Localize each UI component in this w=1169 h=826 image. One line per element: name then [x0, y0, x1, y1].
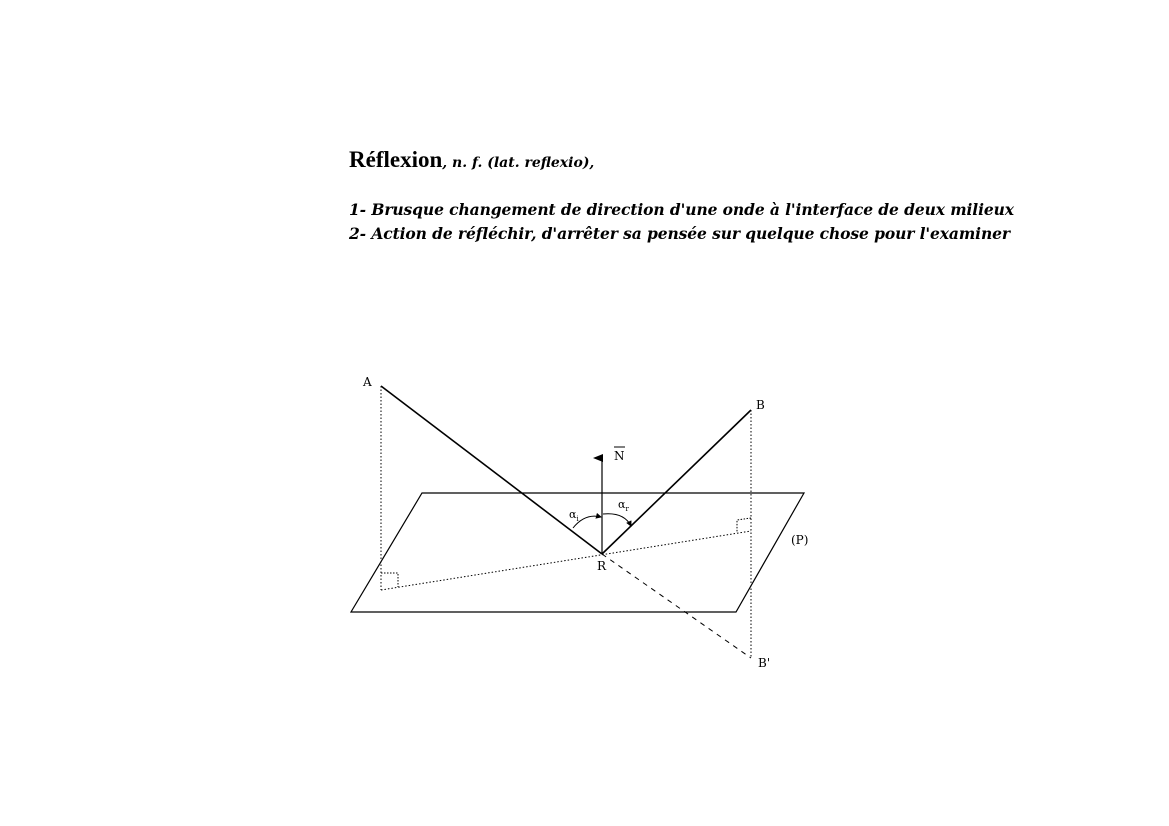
label-alpha-i: $\alpha_i$	[569, 508, 579, 523]
plane-trace-line	[381, 531, 751, 590]
label-n: N	[614, 449, 625, 463]
label-r: R	[597, 559, 607, 573]
definition-1: 1- Brusque changement de direction d'une onde à l'interface de deux milieux	[349, 200, 1014, 219]
entry-word: Réflexion	[349, 147, 443, 172]
plane-p	[351, 493, 804, 612]
incident-ray	[381, 386, 602, 554]
angle-reflection-arc	[603, 514, 631, 526]
right-angle-marker-b	[737, 518, 751, 533]
virtual-ray	[602, 554, 751, 658]
definition-2: 2- Action de réfléchir, d'arrêter sa pensée sur quelque chose pour l'examiner	[349, 224, 1010, 243]
right-angle-marker-a	[381, 573, 398, 587]
entry-grammar: , n. f. (lat. reflexio),	[442, 155, 595, 171]
label-a: A	[363, 375, 372, 389]
reflected-ray	[602, 410, 751, 554]
label-b: B	[756, 398, 765, 412]
label-plane: (P)	[791, 533, 809, 547]
label-alpha-r: $\alpha_r$	[618, 498, 629, 513]
label-b-prime: B'	[758, 656, 771, 670]
